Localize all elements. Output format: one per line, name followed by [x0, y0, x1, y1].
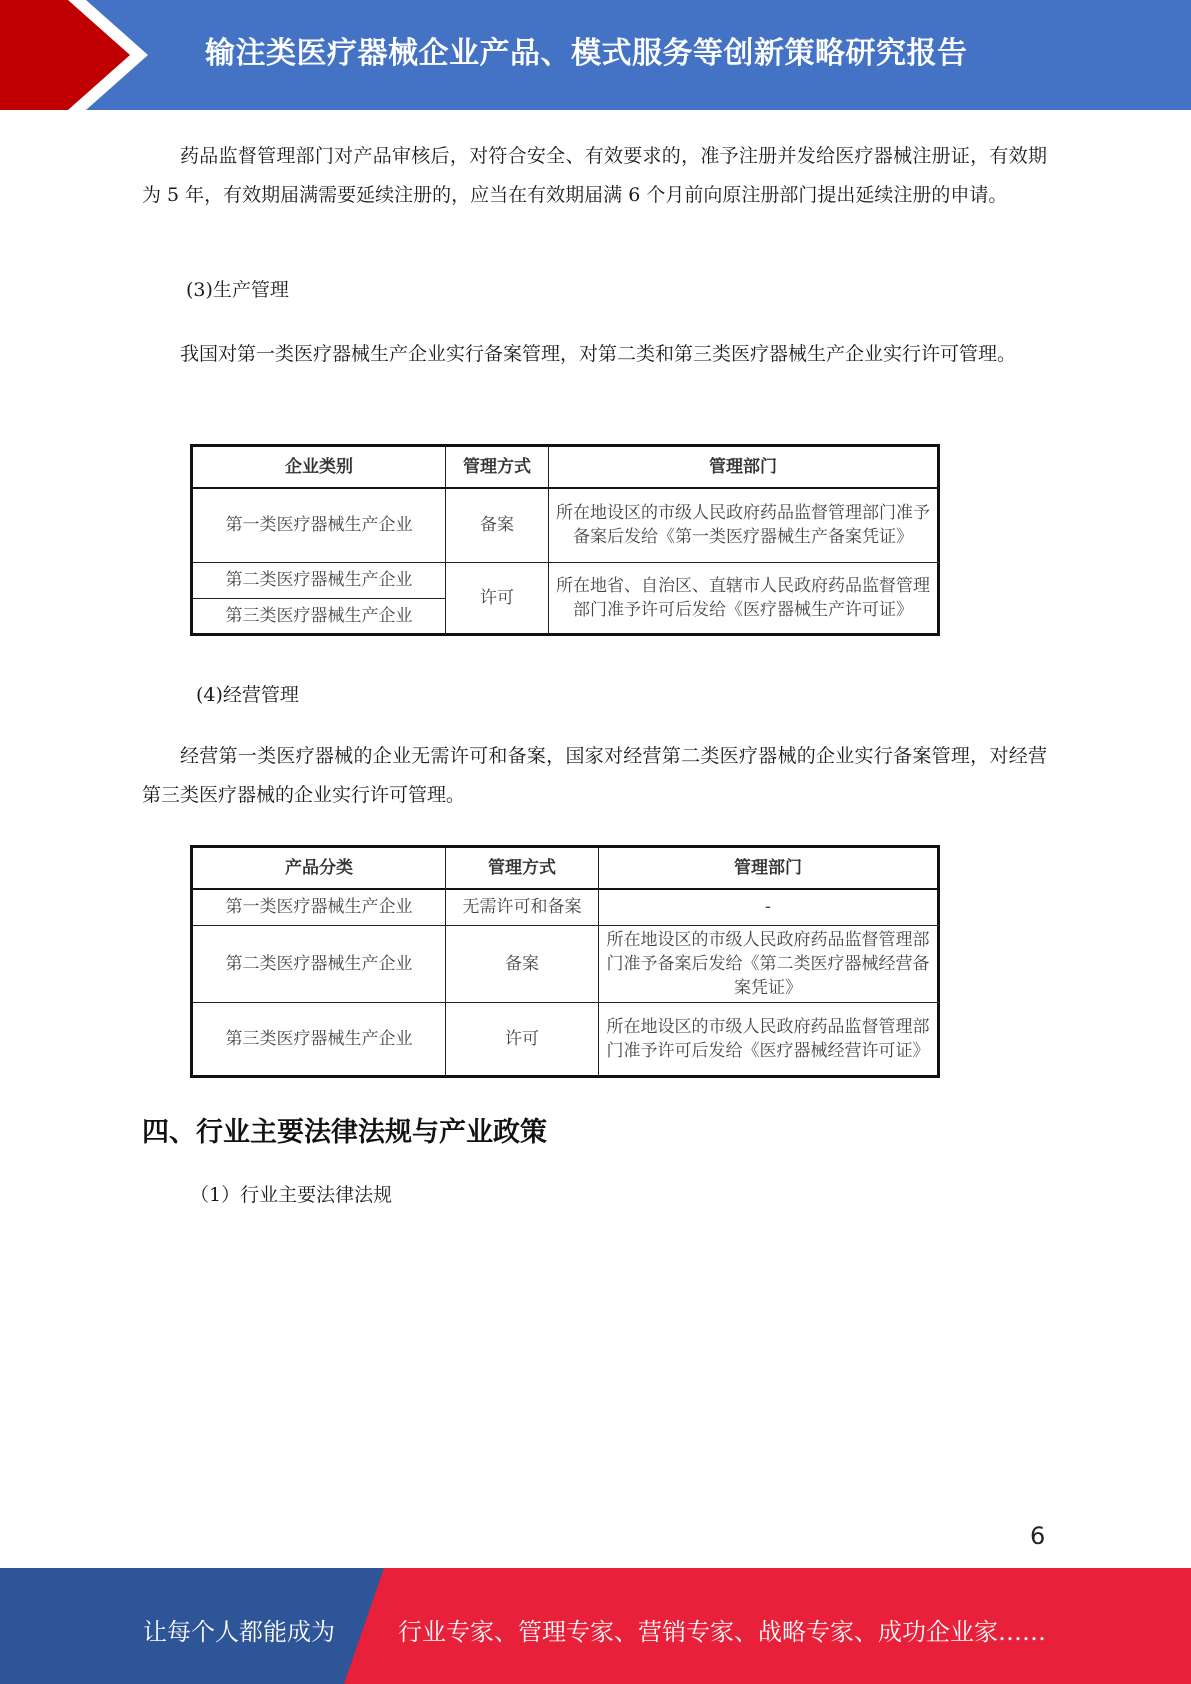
paragraph-registration: 药品监督管理部门对产品审核后，对符合安全、有效要求的，准予注册并发给医疗器械注册证，有效期为 5 年，有效期届满需要延续注册的，应当在有效期届满 6 个月前向原注册部门提出延续注册的申请。 [142, 145, 1047, 206]
table-row [192, 488, 939, 562]
operation-management-table [190, 845, 940, 1078]
cell-method: 许可 [446, 1002, 599, 1076]
cell-dept: 所在地设区的市级人民政府药品监督管理部门准予许可后发给《医疗器械经营许可证》 [599, 1002, 939, 1076]
cell-category: 第一类医疗器械生产企业 [192, 488, 446, 562]
header-product-category: 产品分类 [192, 847, 446, 890]
cell-method: 备案 [446, 488, 549, 562]
header-management-dept: 管理部门 [599, 847, 939, 890]
page-number: 6 [1030, 1522, 1046, 1550]
page-header [0, 0, 1191, 110]
cell-category: 第二类医疗器械生产企业 [192, 925, 446, 1002]
table-row [192, 1002, 939, 1076]
table-row [192, 925, 939, 1002]
cell-dept: 所在地设区的市级人民政府药品监督管理部门准予备案后发给《第二类医疗器械经营备案凭证》 [599, 925, 939, 1002]
cell-method: 许可 [446, 562, 549, 634]
cell-category: 第一类医疗器械生产企业 [192, 889, 446, 925]
cell-method: 无需许可和备案 [446, 889, 599, 925]
paragraph-production: 我国对第一类医疗器械生产企业实行备案管理，对第二类和第三类医疗器械生产企业实行许可管理。 [180, 343, 1017, 365]
table-row [192, 889, 939, 925]
header-enterprise-category: 企业类别 [192, 446, 446, 489]
table-header-row [192, 847, 939, 890]
paragraph-operation: 经营第一类医疗器械的企业无需许可和备案，国家对经营第二类医疗器械的企业实行备案管理，对经营第三类医疗器械的企业实行许可管理。 [142, 745, 1047, 806]
page-footer [0, 1568, 1191, 1684]
header-chevron-graphic [0, 0, 160, 110]
header-management-method: 管理方式 [446, 847, 599, 890]
subheading-production: (3)生产管理 [186, 279, 289, 301]
header-management-method: 管理方式 [446, 446, 549, 489]
production-management-table [190, 444, 940, 636]
cell-method: 备案 [446, 925, 599, 1002]
subheading-operation: (4)经营管理 [196, 684, 299, 706]
cell-dept: 所在地省、自治区、直辖市人民政府药品监督管理部门准予许可后发给《医疗器械生产许可证》 [549, 562, 939, 634]
table-header-row [192, 446, 939, 489]
cell-dept: - [599, 889, 939, 925]
footer-slogan-left: 让每个人都能成为 [143, 1618, 335, 1646]
header-management-dept: 管理部门 [549, 446, 939, 489]
section-heading-laws-policies: 四、行业主要法律法规与产业政策 [142, 1117, 547, 1148]
report-title: 输注类医疗器械企业产品、模式服务等创新策略研究报告 [205, 36, 968, 71]
subheading-main-laws: （1）行业主要法律法规 [190, 1184, 393, 1206]
cell-category: 第三类医疗器械生产企业 [192, 598, 446, 634]
table-row [192, 562, 939, 598]
footer-slogan-right: 行业专家、管理专家、营销专家、战略专家、成功企业家…… [398, 1618, 1046, 1646]
cell-category: 第三类医疗器械生产企业 [192, 1002, 446, 1076]
cell-dept: 所在地设区的市级人民政府药品监督管理部门准予备案后发给《第一类医疗器械生产备案凭证》 [549, 488, 939, 562]
cell-category: 第二类医疗器械生产企业 [192, 562, 446, 598]
